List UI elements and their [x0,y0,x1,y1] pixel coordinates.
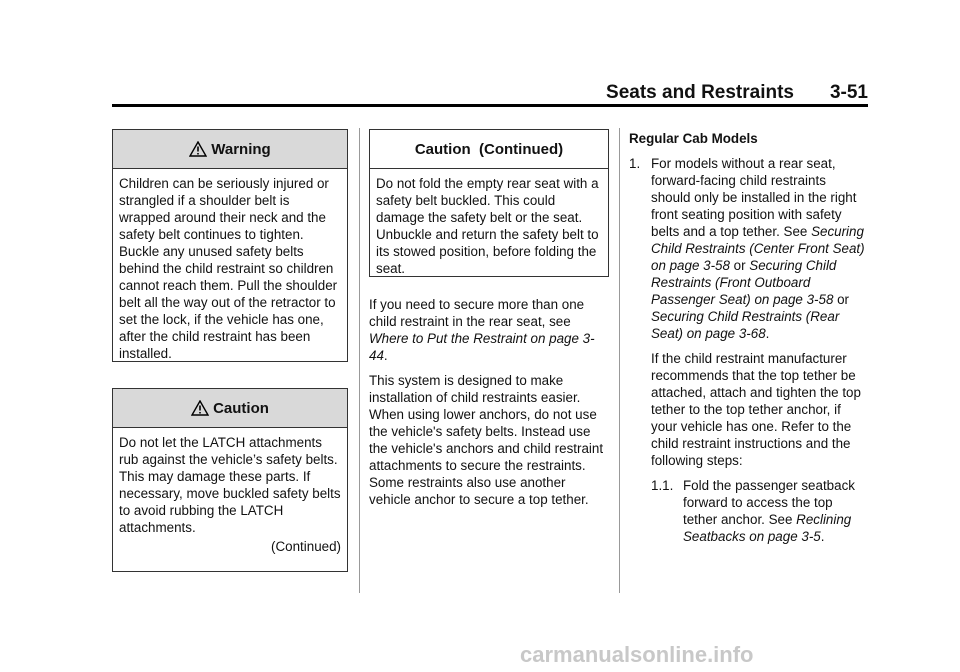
caution-continued-title: Caution (Continued) [414,140,564,158]
warning-box [112,129,348,362]
caution-triangle-icon [191,400,209,416]
sub-list-text [683,477,869,545]
paragraph-lower-anchors-ref [369,296,609,364]
caution-box [112,388,348,572]
caution-title: Caution [213,399,269,417]
watermark: carmanualsonline.info [520,642,754,667]
list-number: 1. [629,156,641,171]
warning-title: Warning [211,140,271,158]
para-text: If you need to secure more than one child restraint in the rear seat, see [369,297,585,329]
column-divider-1 [359,128,360,593]
caution-header [113,389,347,428]
cross-reference-link[interactable]: Reclining Seatbacks on page 3-5 [683,512,852,544]
column-divider-2 [619,128,620,593]
sub-list-number: 1.1. [651,478,674,493]
caution-body-wrap [113,428,347,561]
caution-continued-label: (Continued) [271,539,341,554]
para-text-end: . [383,348,388,363]
cross-reference-link[interactable]: Securing Child Restraints (Front Outboard Passenger Seat) on page 3-58 [651,258,837,307]
item-paragraph-2: If the child restraint manufacturer recommends that the top tether be attached, attach and tighten the top tether to the top tether anchor, if your vehicle has one. Refer to the child restraint instructions and the following steps: [651,351,861,468]
caution-continued-body: Do not fold the empty rear seat with a safety belt buckled. This could damage the safety belt or the seat. Unbuckle and return the safety belt to its stowed position, before folding the seat. [376,176,599,276]
middle-column-text [369,296,609,516]
warning-header [113,130,347,169]
warning-triangle-icon [189,141,207,157]
cross-reference-link[interactable]: Securing Child Restraints (Rear Seat) on page 3-68 [651,309,840,341]
regular-cab-heading: Regular Cab Models [629,131,758,146]
sub-item-text-end: . [820,529,825,544]
item-text: For models without a rear seat, forward-facing child restraints should only be installed in the right front seating position with safety belts and a top tether. See [651,156,857,239]
caution-continued-header [370,130,608,169]
sub-list-item [651,477,869,545]
page-header [112,82,868,107]
list-item [629,155,869,545]
sub-item-text: Fold the passenger seatback forward to access the top tether anchor. See [683,478,855,527]
item-text-end: . [765,326,770,341]
cross-reference-link[interactable]: Securing Child Restraints (Center Front Seat) on page 3-58 [651,224,865,273]
page-number: 3-51 [829,82,868,103]
caution-body: Do not let the LATCH attachments rub against the vehicle’s safety belts. This may damage these parts. If necessary, move buckled safety belts to avoid rubbing the LATCH attachments. [119,435,341,535]
or-text: or [729,258,750,273]
right-column-text [629,130,869,545]
section-title: Seats and Restraints [606,82,794,103]
warning-body: Children can be seriously injured or strangled if a shoulder belt is wrapped around their neck and the safety belt continues to tighten. Buckle any unused safety belts behind the child restraint so children cannot reach them. Pull the shoulder belt all the way out of the retractor to set the lock, if the vehicle has one, after the child restraint has been installed. [119,176,338,361]
paragraph-system-description: This system is designed to make installation of child restraints easier. When using lower anchors, do not use the vehicle's safety belts. Instead use the vehicle's anchors and child restraint attachments to secure the restraints. Some restraints also use another vehicle anchor to secure a top tether. [369,373,604,507]
or-text: or [833,292,850,307]
caution-continued-box [369,129,609,277]
cross-reference-link[interactable]: Where to Put the Restraint on page 3-44 [369,331,595,363]
list-text [651,155,869,545]
